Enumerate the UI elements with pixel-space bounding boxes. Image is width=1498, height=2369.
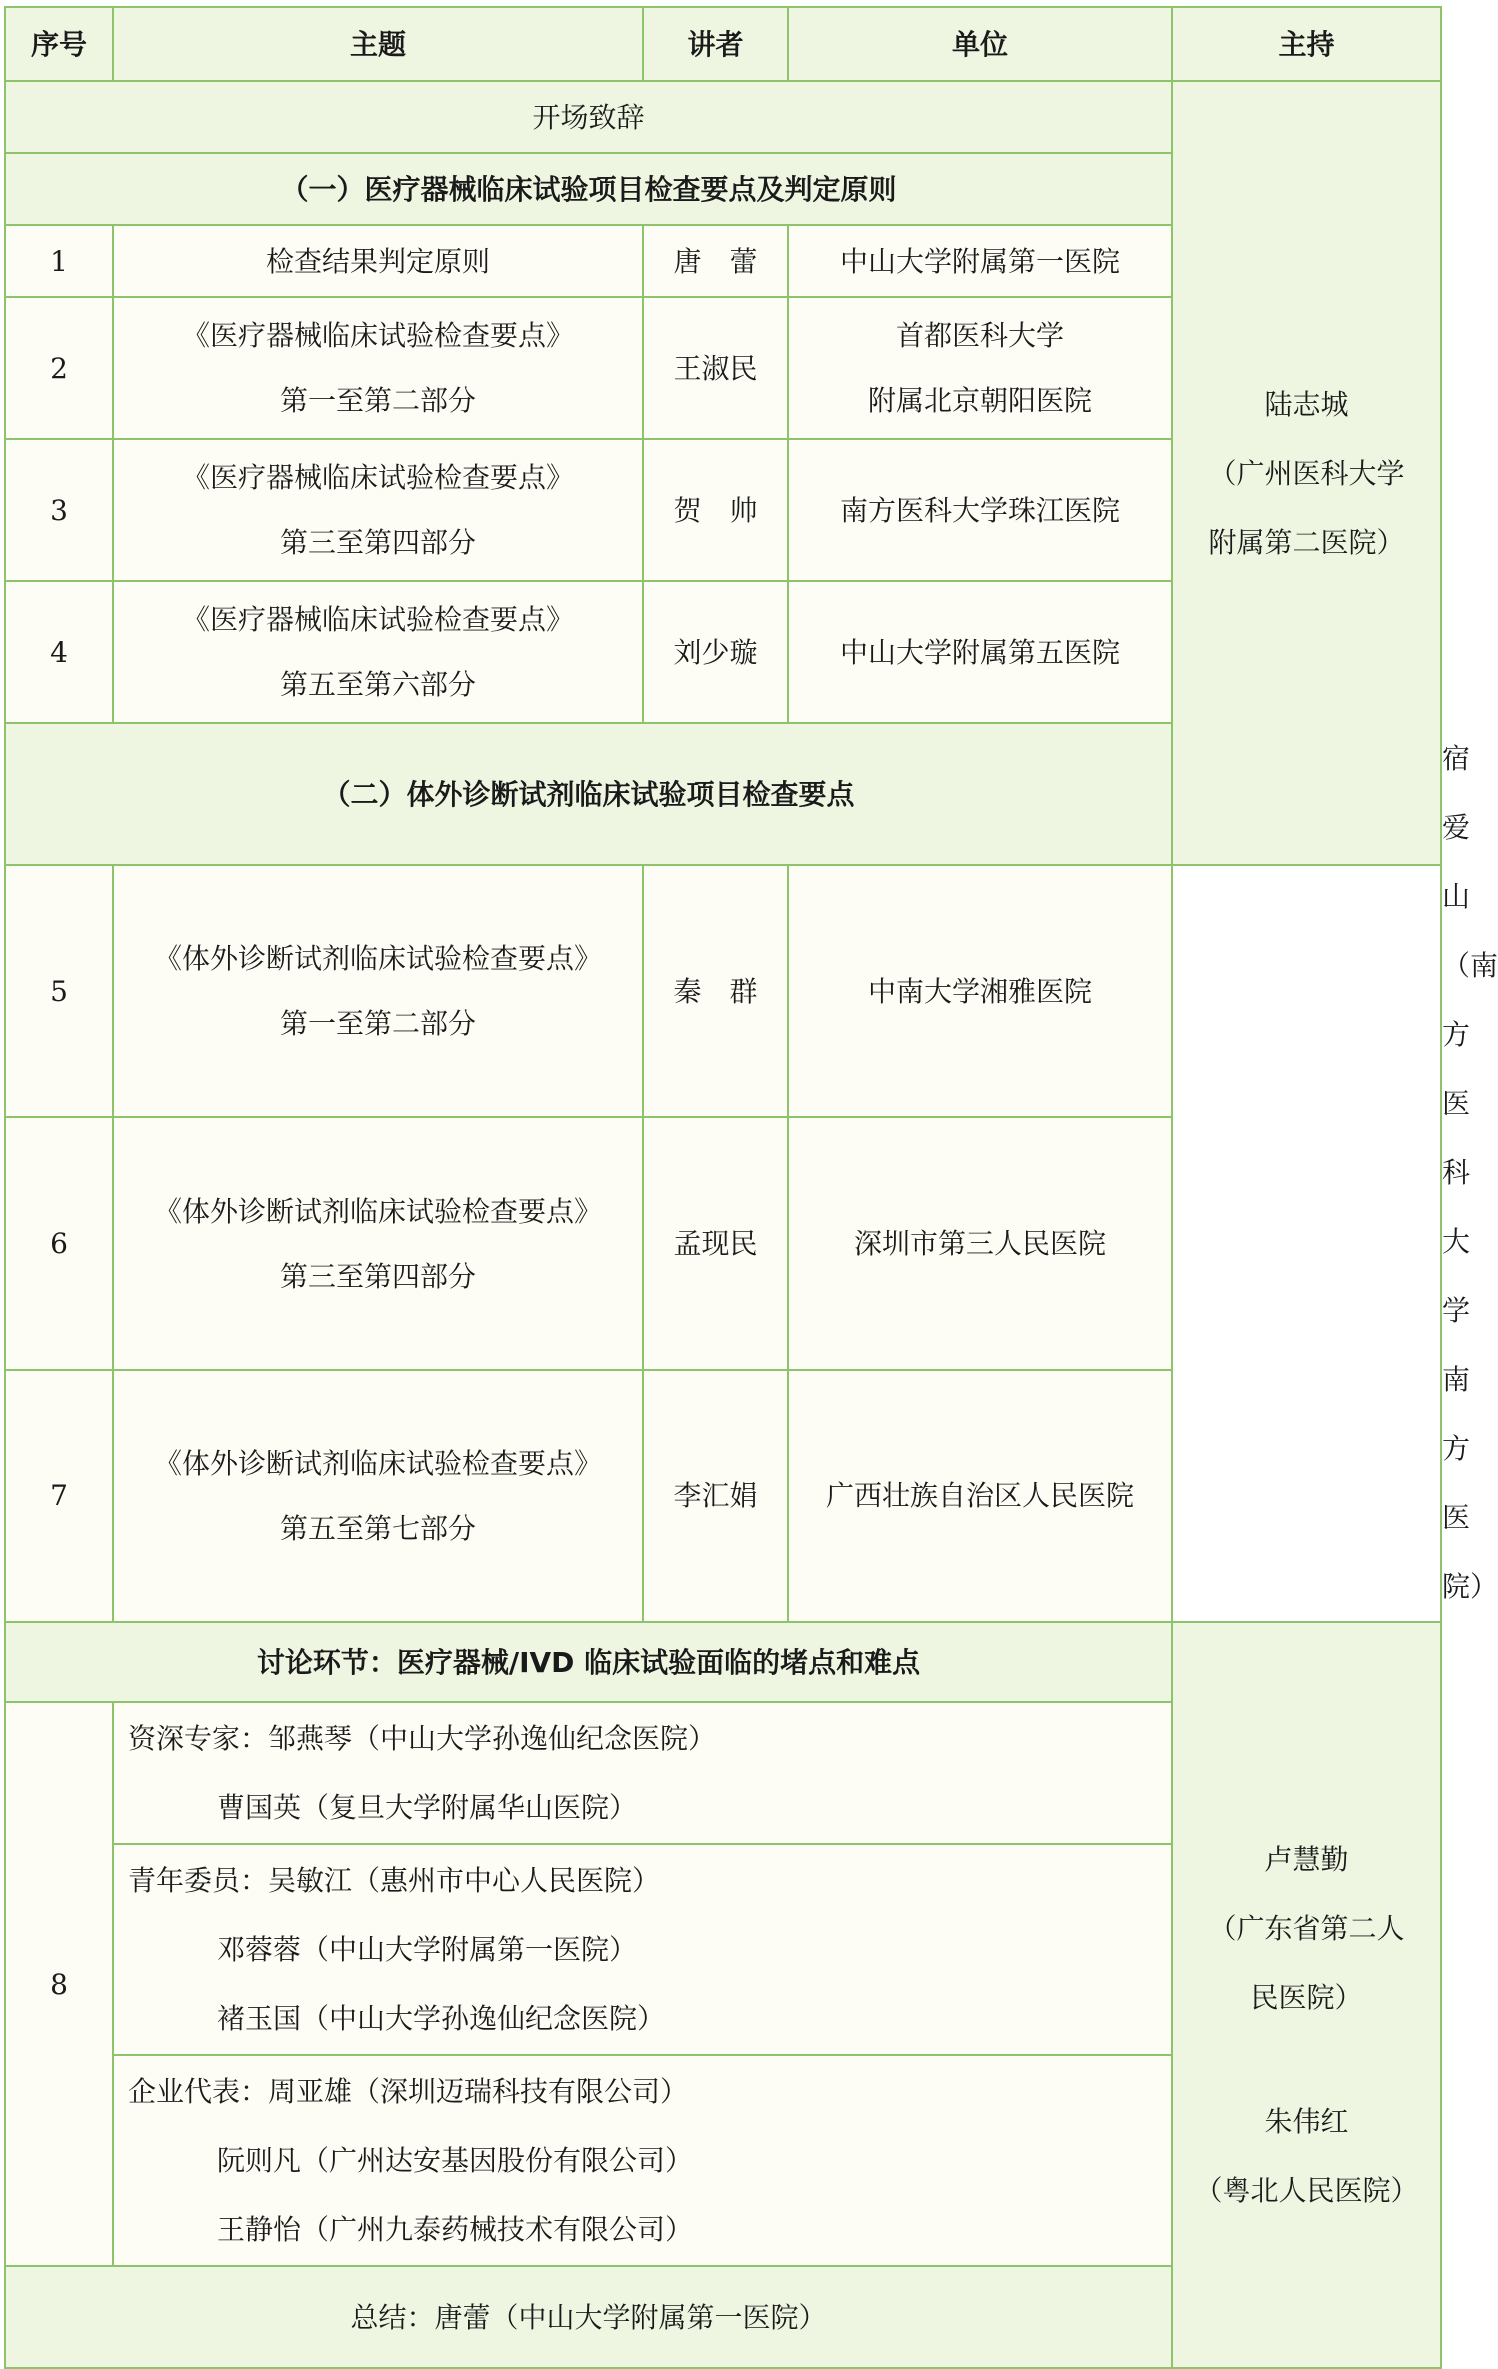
- row-no: 4: [5, 581, 113, 723]
- unit-line-1: 首都医科大学: [895, 319, 1064, 352]
- group-industry-reps: [113, 2055, 1172, 2266]
- topic-line-2: 第五至第六部分: [279, 668, 476, 701]
- host-4-block: [1173, 2087, 1440, 2225]
- host-1-org-line-2: 附属第二医院）: [1208, 525, 1405, 559]
- host-cell-3: [1172, 1622, 1441, 2368]
- row-speaker: 秦 群: [643, 865, 788, 1117]
- topic-line-1: 《体外诊断试剂临床试验检查要点》: [153, 942, 602, 976]
- unit-line-2: 附属北京朝阳医院: [867, 384, 1092, 417]
- summary-cell: 总结：唐蕾（中山大学附属第一医院）: [5, 2266, 1172, 2368]
- topic-line-2: 第一至第二部分: [279, 384, 476, 417]
- host-1-org-line-1: （广州医科大学: [1208, 456, 1405, 490]
- row-no: 8: [5, 1702, 113, 2266]
- opening-cell: 开场致辞: [5, 81, 1172, 153]
- row-topic: [113, 297, 643, 439]
- table-row: [5, 1370, 1441, 1622]
- row-speaker: 刘少璇: [643, 581, 788, 723]
- row-unit: 中山大学附属第一医院: [788, 225, 1172, 297]
- table-row: [5, 1117, 1441, 1369]
- row-topic: [113, 581, 643, 723]
- row-speaker: 孟现民: [643, 1117, 788, 1369]
- group-senior-experts: [113, 1702, 1172, 1844]
- row-speaker: 李汇娟: [643, 1370, 788, 1622]
- row-no: 1: [5, 225, 113, 297]
- group-line: 曹国英（复旦大学附属华山医院）: [128, 1791, 638, 1824]
- row-unit: 中山大学附属第五医院: [788, 581, 1172, 723]
- group-line: 资深专家：邹燕琴（中山大学孙逸仙纪念医院）: [128, 1722, 717, 1755]
- host-4-org: （粤北人民医院）: [1194, 2174, 1419, 2207]
- section-row-2: （二）体外诊断试剂临床试验项目检查要点 宿爱山 （南方医科大学 南方医院）: [5, 723, 1441, 865]
- header-speaker: 讲者: [643, 7, 788, 81]
- group-line: 邓蓉蓉（中山大学附属第一医院）: [128, 1933, 638, 1966]
- row-speaker: 唐 蕾: [643, 225, 788, 297]
- row-no: 7: [5, 1370, 113, 1622]
- row-unit: 深圳市第三人民医院: [788, 1117, 1172, 1369]
- topic-line-1: 《医疗器械临床试验检查要点》: [181, 319, 574, 352]
- topic-line-1: 《体外诊断试剂临床试验检查要点》: [153, 1194, 602, 1228]
- topic-line-2: 第五至第七部分: [279, 1511, 476, 1545]
- host-3-name: 卢慧勤: [1264, 1843, 1349, 1876]
- row-unit: 中南大学湘雅医院: [788, 865, 1172, 1117]
- agenda-table: [4, 6, 1498, 2369]
- row-topic: [113, 1370, 643, 1622]
- topic-line-1: 《医疗器械临床试验检查要点》: [181, 461, 574, 494]
- row-unit: 南方医科大学珠江医院: [788, 439, 1172, 581]
- host-3-block: [1173, 1825, 1440, 2032]
- host-1-name: 陆志城: [1264, 387, 1349, 421]
- row-topic: [113, 865, 643, 1117]
- group-line: 王静怡（广州九泰药械技术有限公司）: [128, 2213, 694, 2246]
- row-no: 6: [5, 1117, 113, 1369]
- row-unit: 广西壮族自治区人民医院: [788, 1370, 1172, 1622]
- header-no: 序号: [5, 7, 113, 81]
- row-speaker: 王淑民: [643, 297, 788, 439]
- topic-line-1: 《体外诊断试剂临床试验检查要点》: [153, 1446, 602, 1480]
- row-no: 5: [5, 865, 113, 1117]
- row-unit: [788, 297, 1172, 439]
- section-title-1: （一）医疗器械临床试验项目检查要点及判定原则: [5, 153, 1172, 225]
- row-topic: [113, 439, 643, 581]
- host-4-name: 朱伟红: [1264, 2105, 1349, 2138]
- row-speaker: 贺 帅: [643, 439, 788, 581]
- section-title-2: （二）体外诊断试剂临床试验项目检查要点: [5, 723, 1172, 865]
- host-cell-1: [1172, 81, 1441, 865]
- host-3-org-line-1: （广东省第二人: [1208, 1912, 1405, 1945]
- row-no: 2: [5, 297, 113, 439]
- topic-line-2: 第三至第四部分: [279, 1259, 476, 1293]
- opening-row: [5, 81, 1441, 153]
- header-topic: 主题: [113, 7, 643, 81]
- header-row: [5, 7, 1441, 81]
- topic-line-2: 第一至第二部分: [279, 1007, 476, 1041]
- header-unit: 单位: [788, 7, 1172, 81]
- section-title-3: 讨论环节：医疗器械/IVD 临床试验面临的堵点和难点: [5, 1622, 1172, 1702]
- group-line: 褚玉国（中山大学孙逸仙纪念医院）: [128, 2002, 666, 2035]
- table-row: [5, 865, 1441, 1117]
- topic-line-1: 《医疗器械临床试验检查要点》: [181, 603, 574, 636]
- row-topic: [113, 1117, 643, 1369]
- row-topic: 检查结果判定原则: [113, 225, 643, 297]
- section-row-3: [5, 1622, 1441, 1702]
- row-no: 3: [5, 439, 113, 581]
- topic-line-2: 第三至第四部分: [279, 526, 476, 559]
- group-young-members: [113, 1844, 1172, 2055]
- host-3-org-line-2: 民医院）: [1250, 1981, 1363, 2014]
- group-line: 阮则凡（广州达安基因股份有限公司）: [128, 2144, 694, 2177]
- header-host: 主持: [1172, 7, 1441, 81]
- group-line: 青年委员：吴敏江（惠州市中心人民医院）: [128, 1864, 661, 1897]
- group-line: 企业代表：周亚雄（深圳迈瑞科技有限公司）: [128, 2075, 689, 2108]
